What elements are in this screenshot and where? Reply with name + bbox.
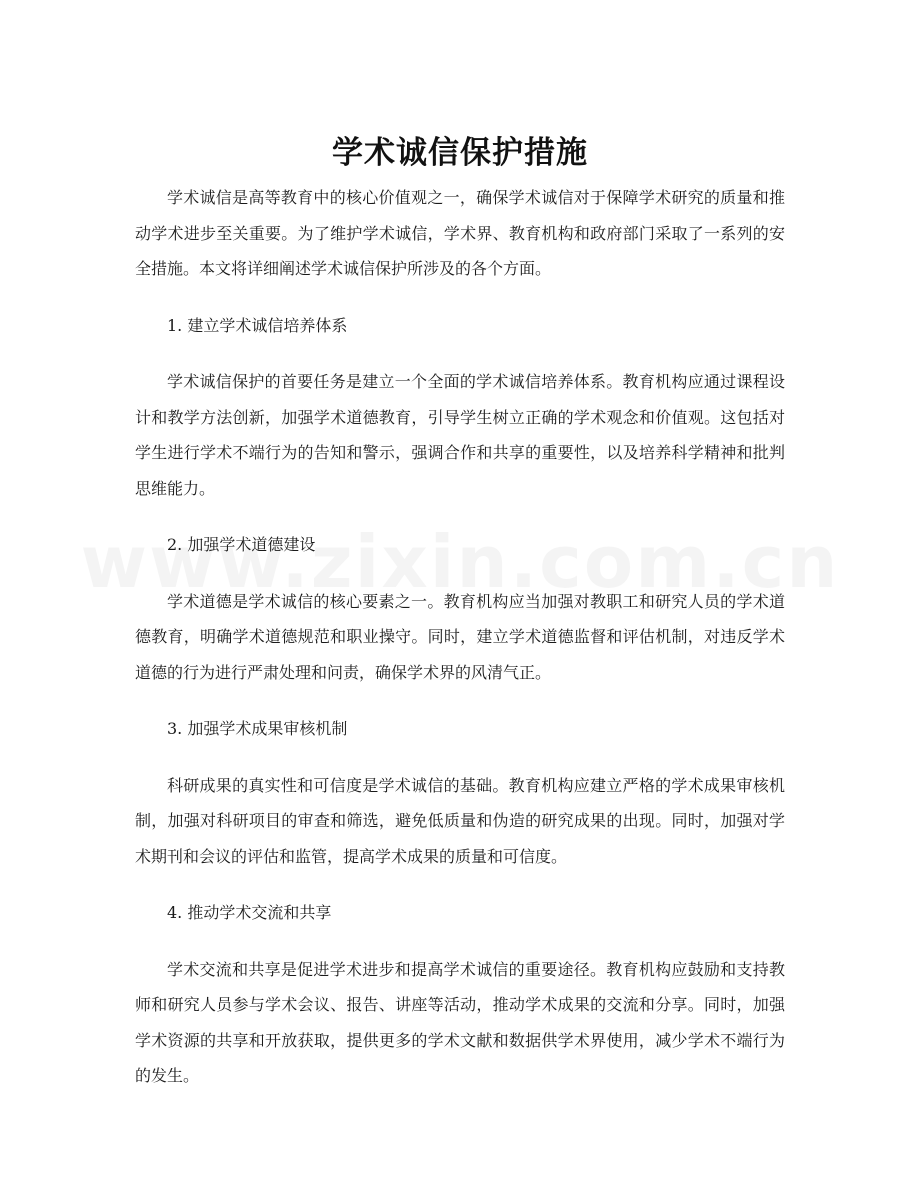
section-heading-2: 2. 加强学术道德建设 <box>167 535 316 554</box>
document-body <box>135 180 785 1115</box>
section-heading-1: 1. 建立学术诚信培养体系 <box>167 315 348 335</box>
document-title: 学术诚信保护措施 <box>332 134 588 171</box>
section-paragraph-4: 学术交流和共享是促进学术进步和提高学术诚信的重要途径。教育机构应鼓励和支持教师和研究人员参与学术会议、报告、讲座等活动，推动学术成果的交流和分享。同时，加强学术资源的共享和开放获取，提供更多的学术文献和数据供学术界使用，减少学术不端行为的发生。 <box>135 959 785 1085</box>
intro-paragraph: 学术诚信是高等教育中的核心价值观之一，确保学术诚信对于保障学术研究的质量和推动学术进步至关重要。为了维护学术诚信，学术界、教育机构和政府部门采取了一系列的安全措施。本文将详细阐述学术诚信保护所涉及的各个方面。 <box>135 188 785 278</box>
section-paragraph-2: 学术道德是学术诚信的核心要素之一。教育机构应当加强对教职工和研究人员的学术道德教育，明确学术道德规范和职业操守。同时，建立学术道德监督和评估机制，对违反学术道德的行为进行严肃处理和问责，确保学术界的风清气正。 <box>135 591 785 682</box>
section-paragraph-3: 科研成果的真实性和可信度是学术诚信的基础。教育机构应建立严格的学术成果审核机制，加强对科研项目的审查和筛选，避免低质量和伪造的研究成果的出现。同时，加强对学术期刊和会议的评估和监管，提高学术成果的质量和可信度。 <box>135 775 785 866</box>
section-paragraph-1: 学术诚信保护的首要任务是建立一个全面的学术诚信培养体系。教育机构应通过课程设计和教学方法创新，加强学术道德教育，引导学生树立正确的学术观念和价值观。这包括对学生进行学术不端行为的告知和警示，强调合作和共享的重要性，以及培养科学精神和批判思维能力。 <box>135 372 785 498</box>
section-heading-3: 3. 加强学术成果审核机制 <box>167 719 348 738</box>
section-heading-4: 4. 推动学术交流和共享 <box>167 903 332 922</box>
